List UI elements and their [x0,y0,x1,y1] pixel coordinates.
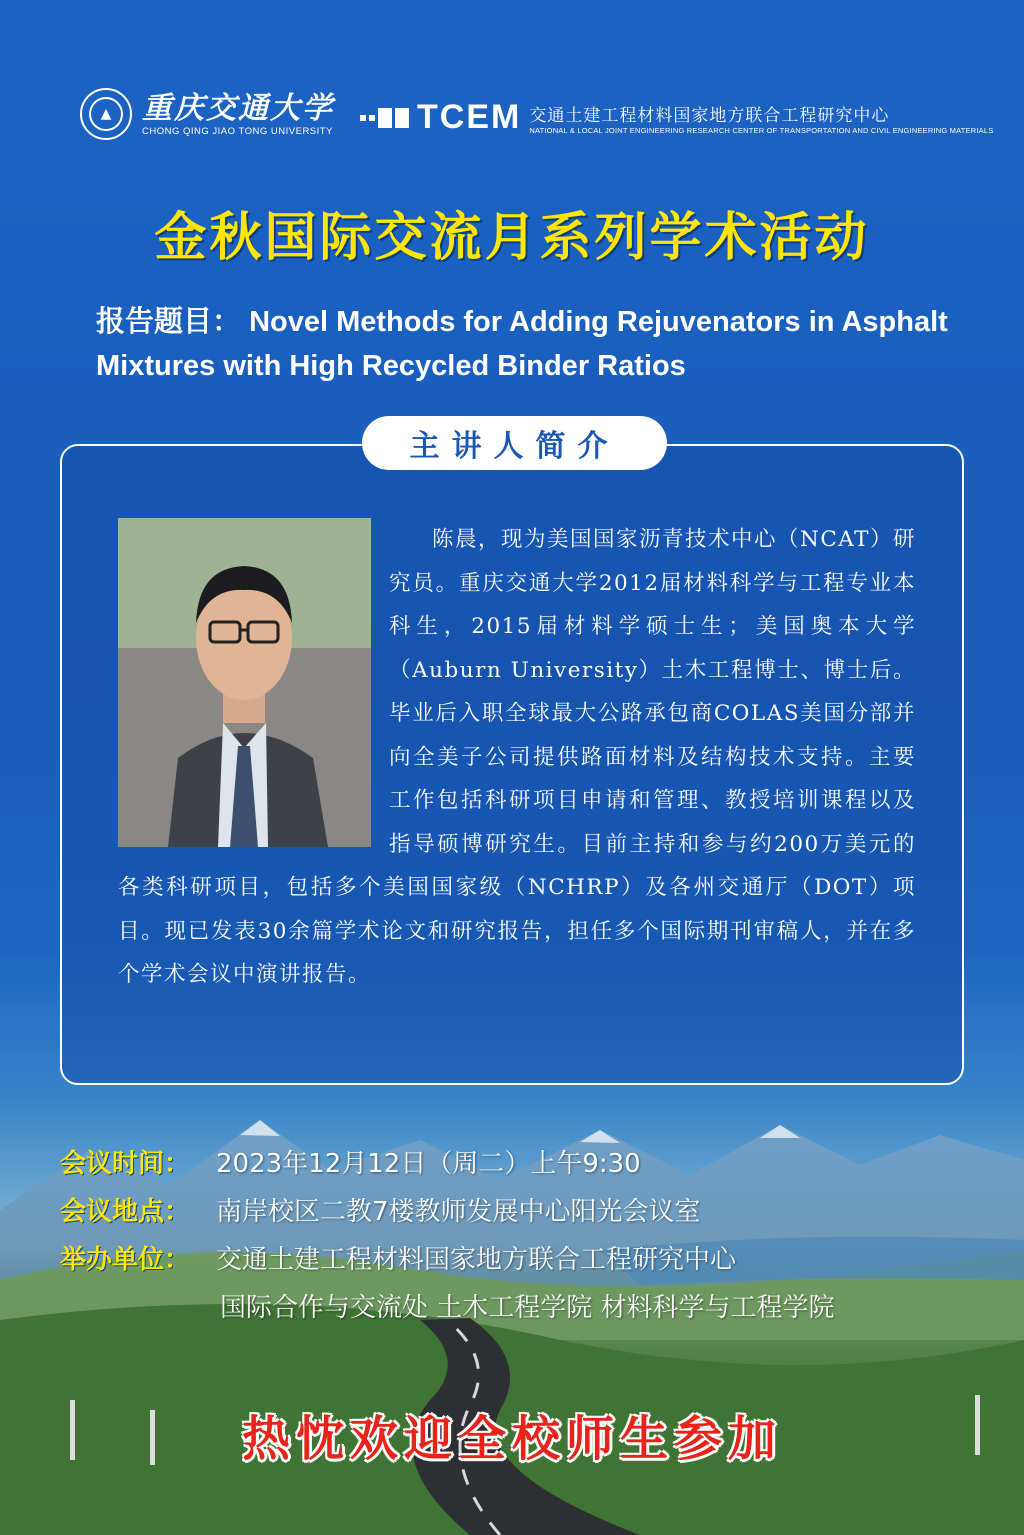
event-info [60,1140,835,1332]
place-value: 南岸校区二教7楼教师发展中心阳光会议室 [216,1197,701,1227]
host-value-line2: 国际合作与交流处 土木工程学院 材料科学与工程学院 [220,1293,835,1323]
time-value: 2023年12月12日（周二）上午9:30 [216,1149,641,1179]
university-name-cn: 重庆交通大学 [142,90,334,126]
university-name-en: CHONG QING JIAO TONG UNIVERSITY [142,125,333,137]
place-row [60,1188,835,1236]
report-topic [96,300,956,388]
research-center-logo [360,98,993,137]
time-row [60,1140,835,1188]
tcem-logo-text: TCEM [417,98,522,136]
tcem-mark-icon [360,108,409,128]
topic-text: Novel Methods for Adding Rejuvenators in Asphalt Mixtures with High Recycled Binder Ratios [96,306,948,382]
center-name-cn: 交通土建工程材料国家地方联合工程研究中心 [529,105,890,126]
time-label: 会议时间： [60,1149,191,1179]
university-seal-icon: ▲ [80,88,132,140]
host-value-line1: 交通土建工程材料国家地方联合工程研究中心 [216,1245,737,1275]
host-label: 举办单位： [60,1245,191,1275]
event-title: 金秋国际交流月系列学术活动 [154,207,870,268]
place-label: 会议地点： [60,1197,191,1227]
topic-label: 报告题目： [96,306,242,338]
speaker-bio [118,518,916,997]
university-logo [80,88,334,140]
speaker-bio-text: 陈晨，现为美国国家沥青技术中心（NCAT）研究员。重庆交通大学2012届材料科学与工程专业本科生，2015届材料学硕士生；美国奥本大学（Auburn University）土木工程博士、博士后。毕业后入职全球最大公路承包商COLAS美国分部并向全美子公司提供路面材料及结构技术支持。主要工作包括科研项目申请和管理、教授培训课程以及指导硕博研究生。目前主持和参与约200万美元的各类科研项目，包括多个美国国家级（NCHRP）及各州交通厅（DOT）项目。现已发表30余篇学术论文和研究报告，担任多个国际期刊审稿人，并在多个学术会议中演讲报告。 [118,527,916,987]
center-name-en: NATIONAL & LOCAL JOINT ENGINEERING RESEARCH CENTER OF TRANSPORTATION AND CIVIL ENGINEERING MATERIALS [529,125,994,135]
speaker-section-label: 主讲人简介 [362,416,667,470]
welcome-banner: 热忱欢迎全校师生参加 [241,1411,782,1467]
host-row [60,1236,835,1284]
